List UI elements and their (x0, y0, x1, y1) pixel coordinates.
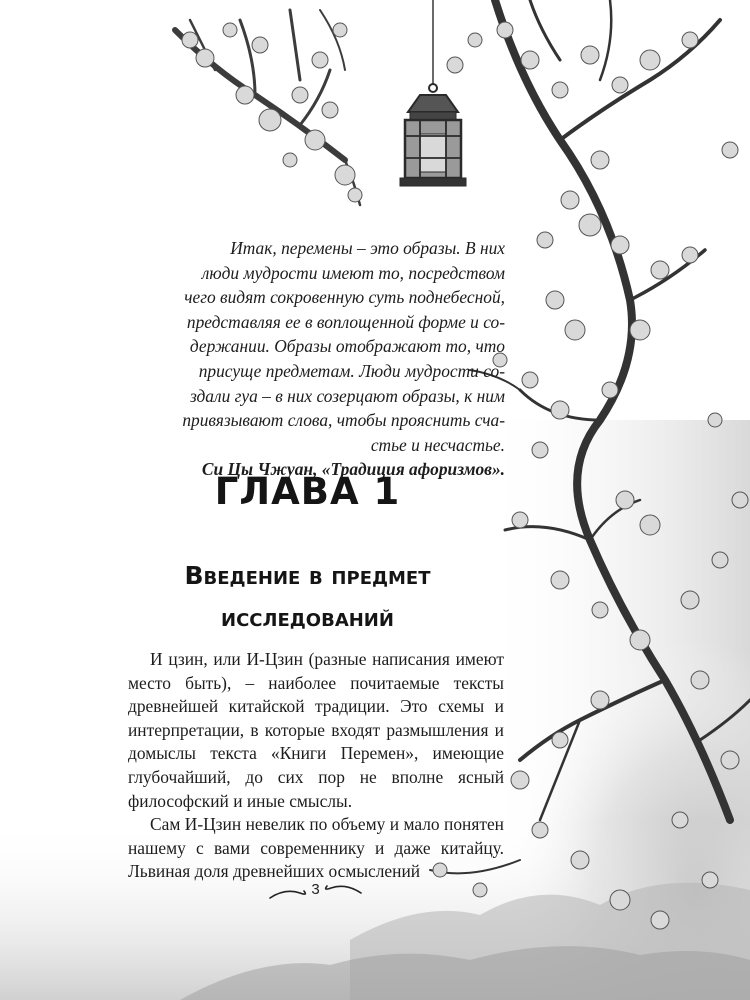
epigraph-line: стье и несчастье. (370, 434, 505, 455)
epigraph-line: представляя ее в воплощенной форме и со- (186, 311, 505, 332)
epigraph-line: привязывают слова, чтобы прояснить сча- (182, 410, 505, 431)
epigraph-line: Итак, перемены – это образы. В них (230, 238, 505, 258)
body-paragraph: Сам И-Цзин невелик по объему и мало понятен нашему с вами современнику и даже китайцу. Львиная доля древнейших осмыслений (128, 814, 504, 882)
epigraph-source: Си Цы Чжуан, «Традиция афоризмов». (201, 459, 505, 480)
epigraph-line: здали гуа – в них созерцают образы, к ним (189, 385, 505, 406)
body-text (128, 648, 504, 884)
page-number-block (268, 880, 363, 906)
epigraph (150, 236, 505, 482)
body-paragraph: И цзин, или И-Цзин (разные написания имеют место быть), – наиболее почитаемые тексты древнейшей китайской традиции. Это схемы и интерпретации, в которые входят размышления и домыслы текста «Книги Перемен», имеющие глубочайший, до сих пор не вполне ясный философский и иные смыслы. (128, 649, 504, 811)
epigraph-line: чего видят сокровенную суть поднебесной, (184, 287, 505, 308)
epigraph-line: держании. Образы отображают то, что (189, 336, 505, 357)
epigraph-line: присуще предметам. Люди мудрости со- (198, 360, 505, 381)
chapter-title: ГЛАВА 1 (214, 470, 401, 513)
section-title-line: исследований (221, 603, 394, 632)
epigraph-line: люди мудрости имеют то, посредством (201, 262, 505, 283)
page-number: 3 (311, 881, 320, 898)
lantern (400, 0, 466, 186)
section-title-line: Введение в предмет (184, 561, 431, 590)
section-title (130, 555, 485, 639)
